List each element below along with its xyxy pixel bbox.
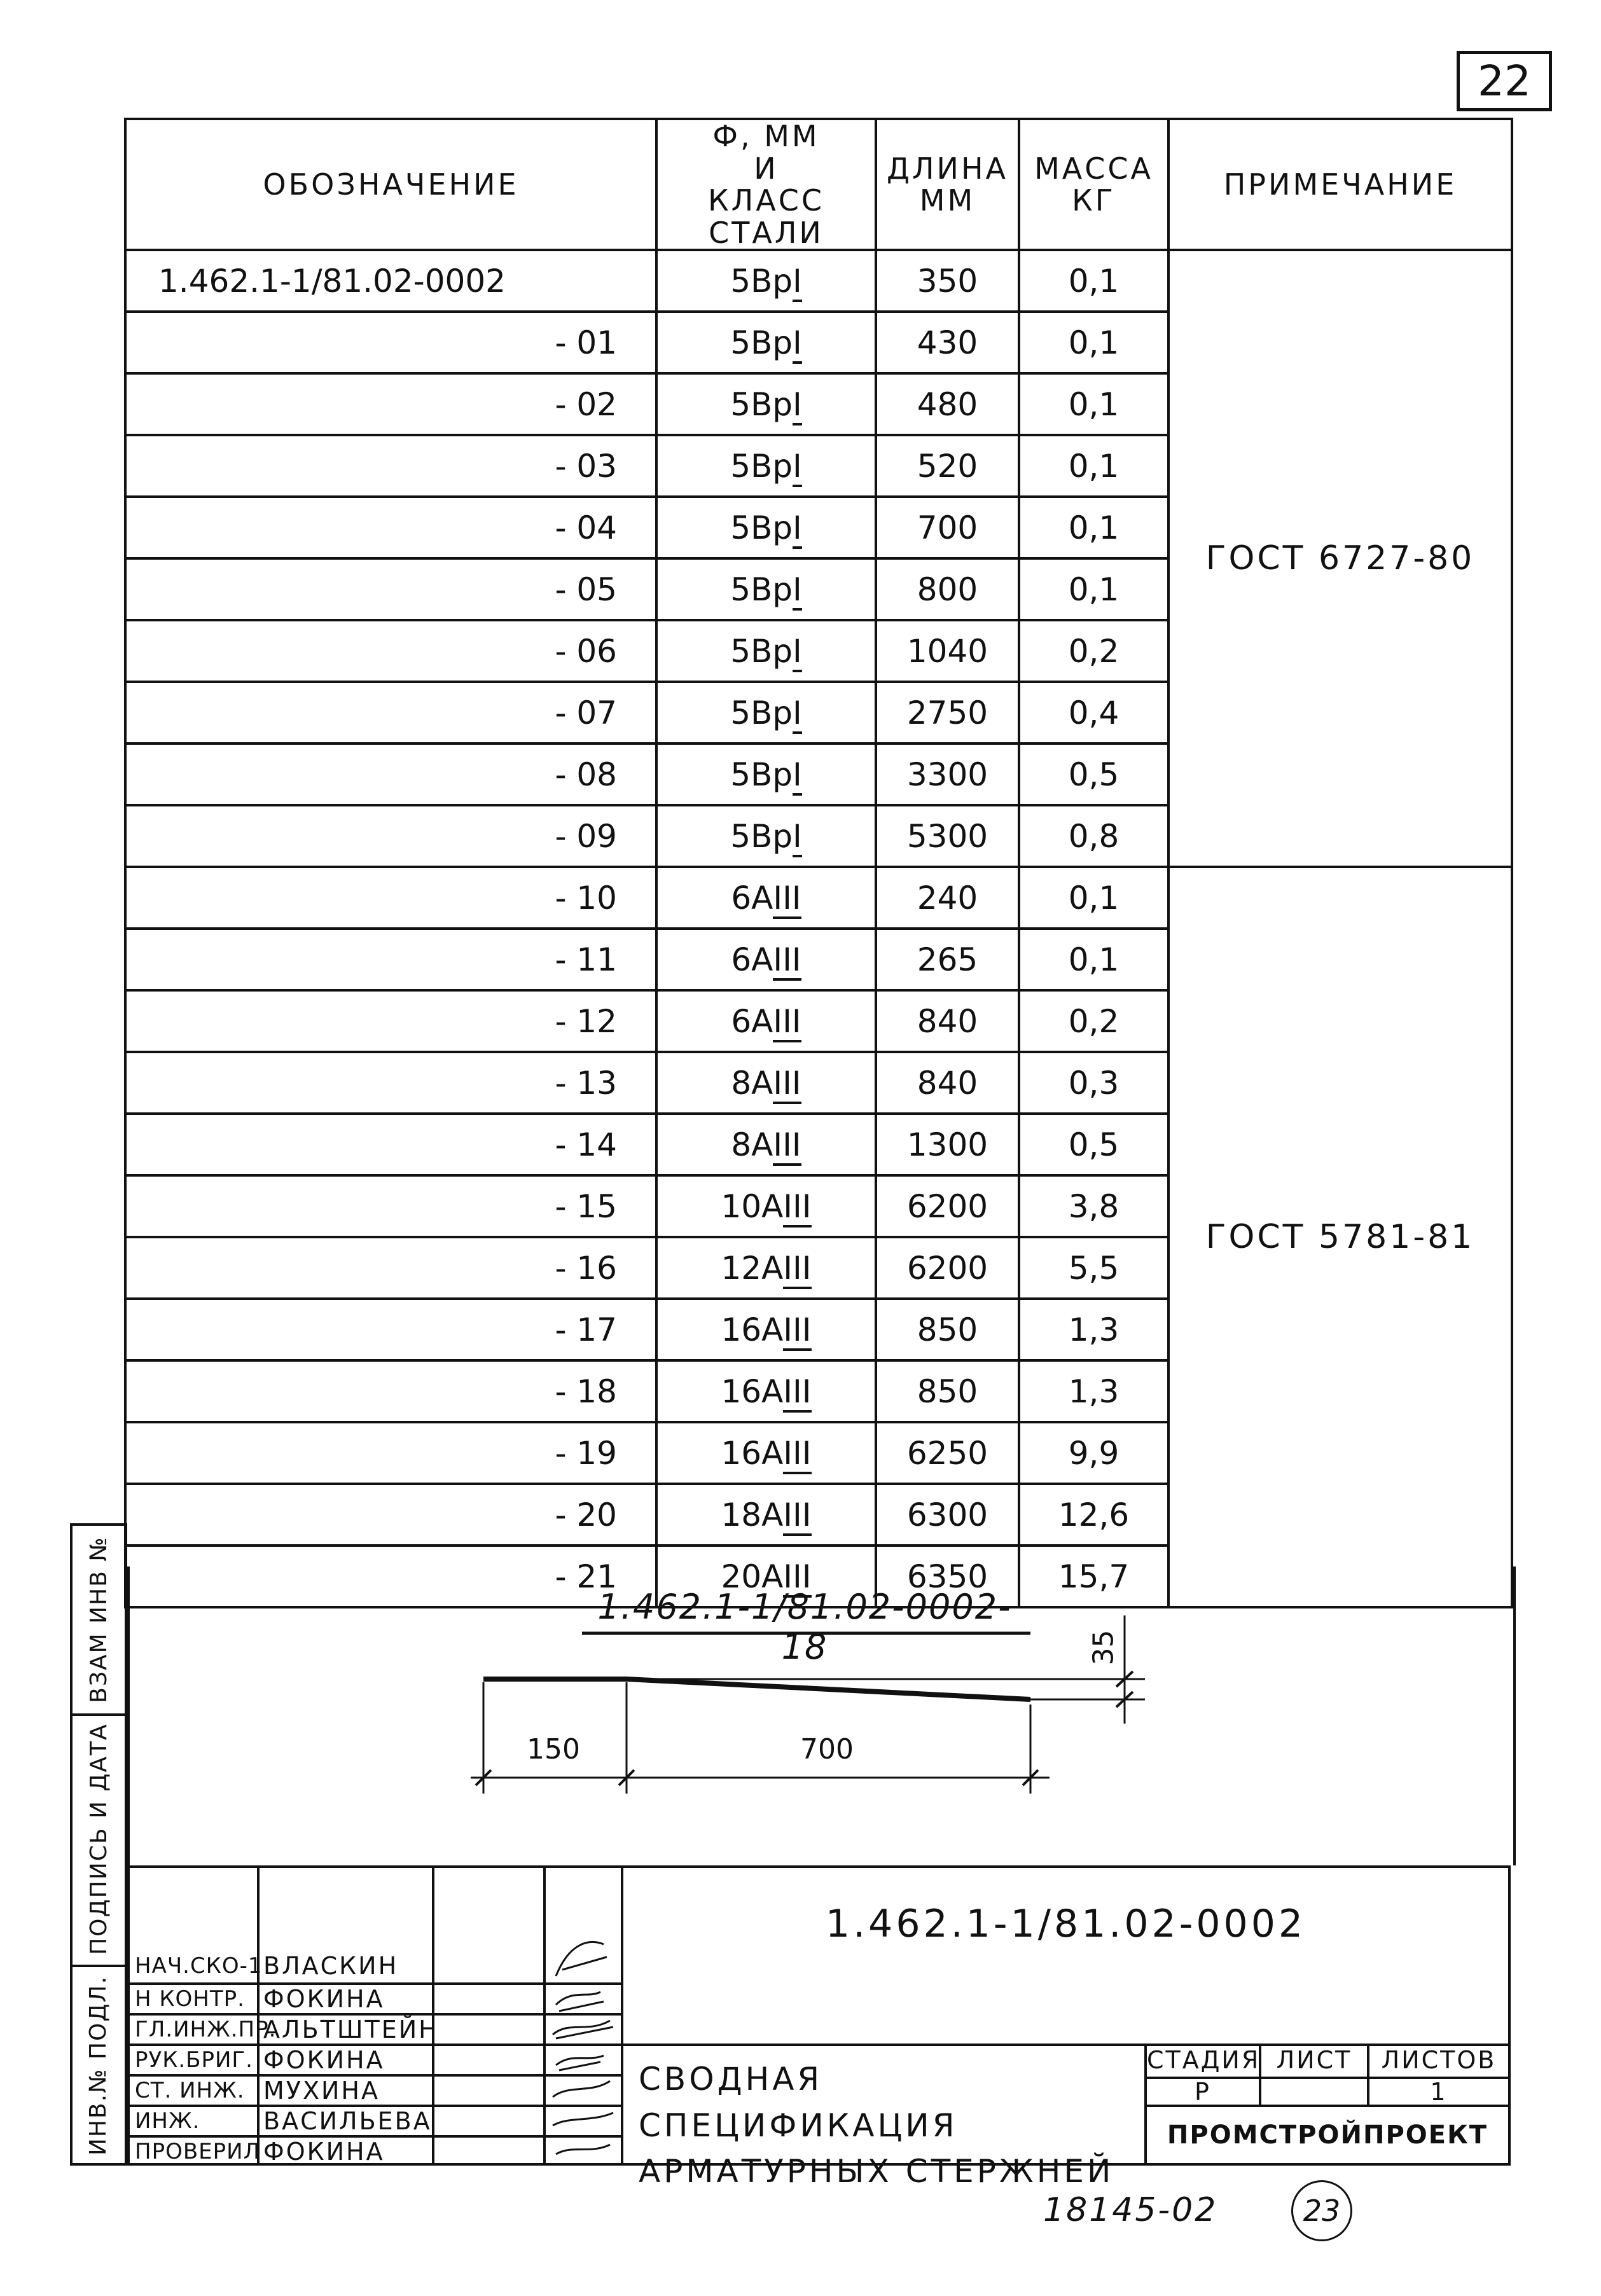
bar-size: 5Вр [730, 756, 793, 793]
bar-size: 5Вр [730, 817, 793, 855]
steel-class: III [783, 1373, 811, 1413]
bar-size: 8А [731, 1126, 773, 1163]
cell-designation: - 03 [125, 435, 656, 497]
note-group-1: ГОСТ 6727-80 [1168, 250, 1512, 867]
cell-length: 1300 [876, 1114, 1019, 1175]
cell-length: 850 [876, 1360, 1019, 1422]
cell-mass: 0,1 [1019, 250, 1168, 312]
steel-class: III [783, 1558, 811, 1598]
bar-size: 20А [721, 1558, 784, 1595]
signatory-name: ВАСИЛЬЕВА [263, 2107, 432, 2135]
organization: ПРОМСТРОЙПРОЕКТ [1167, 2120, 1488, 2150]
cell-mass: 0,1 [1019, 373, 1168, 435]
signatory-name: МУХИНА [263, 2077, 380, 2105]
cell-designation: - 13 [125, 1052, 656, 1114]
signature-marks [543, 1868, 621, 2163]
steel-class: I [793, 386, 802, 425]
steel-class: III [783, 1188, 811, 1228]
signatory-role: СТ. ИНЖ. [135, 2078, 245, 2103]
side-label-replace-inv: ВЗАМ ИНВ № [85, 1536, 112, 1703]
side-label-signature-date: ПОДПИСЬ И ДАТА [85, 1723, 112, 1955]
cell-length: 480 [876, 373, 1019, 435]
cell-mass: 0,5 [1019, 743, 1168, 805]
cell-designation: - 08 [125, 743, 656, 805]
stage-label: СТАДИЯ [1147, 2046, 1261, 2074]
cell-length: 850 [876, 1299, 1019, 1360]
bar-shape [483, 1679, 1030, 1699]
cell-mass: 0,1 [1019, 497, 1168, 558]
signatory-role: НАЧ.СКО-1 [135, 1953, 263, 1979]
cell-length: 800 [876, 558, 1019, 620]
cell-designation: - 06 [125, 620, 656, 682]
signatory-role: ГЛ.ИНЖ.ПР. [135, 2017, 277, 2042]
title-block [127, 1865, 1511, 2190]
cell-mass: 0,2 [1019, 990, 1168, 1052]
signatory-name: ФОКИНА [263, 2046, 385, 2074]
cell-length: 840 [876, 1052, 1019, 1114]
bar-size: 18А [721, 1496, 784, 1533]
cell-length: 265 [876, 929, 1019, 990]
signatory-role: ИНЖ. [135, 2108, 200, 2134]
cell-mass: 15,7 [1019, 1546, 1168, 1607]
cell-designation: - 04 [125, 497, 656, 558]
cell-length: 5300 [876, 805, 1019, 867]
bar-size: 10А [721, 1187, 784, 1225]
cell-mass: 0,8 [1019, 805, 1168, 867]
cell-designation: - 20 [125, 1484, 656, 1546]
bar-size: 12А [721, 1249, 784, 1287]
cell-mass: 3,8 [1019, 1175, 1168, 1237]
cell-length: 350 [876, 250, 1019, 312]
header-diameter: Ф, ММ И КЛАСС СТАЛИ [656, 119, 876, 250]
bar-size: 16А [721, 1373, 784, 1410]
signatory-name: ФОКИНА [263, 2138, 385, 2166]
steel-class: I [793, 633, 802, 672]
cell-length: 6300 [876, 1484, 1019, 1546]
cell-designation: - 10 [125, 867, 656, 929]
side-label-original-inv: ИНВ.№ ПОДЛ. [85, 1975, 112, 2155]
bar-size: 8А [731, 1064, 773, 1102]
cell-mass: 0,1 [1019, 867, 1168, 929]
steel-class: III [773, 941, 801, 981]
archive-number: 18145-02 [1043, 2191, 1218, 2229]
detail-title: 1.462.1-1/81.02-0002-18 [597, 1587, 1012, 1667]
sheets-value: 1 [1430, 2078, 1448, 2106]
cell-mass: 0,1 [1019, 558, 1168, 620]
steel-class: I [793, 571, 802, 611]
cell-designation: - 12 [125, 990, 656, 1052]
stage-value: Р [1195, 2078, 1211, 2106]
cell-designation: - 11 [125, 929, 656, 990]
cell-designation: - 18 [125, 1360, 656, 1422]
cell-designation: - 05 [125, 558, 656, 620]
cell-length: 6200 [876, 1237, 1019, 1299]
cell-designation: - 01 [125, 312, 656, 373]
cell-length: 3300 [876, 743, 1019, 805]
note-group-2: ГОСТ 5781-81 [1168, 867, 1512, 1607]
sheet-number-text: 22 [1478, 57, 1531, 106]
header-designation: ОБОЗНАЧЕНИЕ [125, 119, 656, 250]
cell-designation: - 09 [125, 805, 656, 867]
bar-size: 6А [731, 879, 773, 916]
cell-length: 240 [876, 867, 1019, 929]
dim-main-label: 700 [800, 1733, 854, 1766]
header-length: ДЛИНА ММ [876, 119, 1019, 250]
steel-class: III [783, 1497, 811, 1536]
bar-size: 16А [721, 1434, 784, 1472]
steel-class: I [793, 448, 802, 487]
sheet-label: ЛИСТ [1276, 2046, 1352, 2074]
page-circle: 23 [1291, 2180, 1352, 2241]
steel-class: III [783, 1250, 811, 1289]
sheets-label: ЛИСТОВ [1381, 2046, 1497, 2074]
bar-size: 5Вр [730, 324, 793, 361]
cell-mass: 9,9 [1019, 1422, 1168, 1484]
cell-length: 430 [876, 312, 1019, 373]
cell-length: 520 [876, 435, 1019, 497]
signatory-role: ПРОВЕРИЛ [135, 2139, 261, 2164]
signatory-name: АЛЬТШТЕЙН [263, 2016, 439, 2044]
cell-length: 6250 [876, 1422, 1019, 1484]
bar-size: 5Вр [730, 632, 793, 670]
header-mass: МАССА КГ [1019, 119, 1168, 250]
cell-designation: - 19 [125, 1422, 656, 1484]
bar-size: 5Вр [730, 447, 793, 485]
steel-class: I [793, 756, 802, 796]
sheet-value [1261, 2078, 1367, 2105]
bar-size: 5Вр [730, 262, 793, 300]
cell-designation: - 07 [125, 682, 656, 743]
cell-length: 1040 [876, 620, 1019, 682]
signatory-role: РУК.БРИГ. [135, 2047, 253, 2073]
cell-designation: - 16 [125, 1237, 656, 1299]
cell-mass: 1,3 [1019, 1299, 1168, 1360]
cell-designation: - 21 [125, 1546, 656, 1607]
cell-length: 840 [876, 990, 1019, 1052]
cell-designation: - 14 [125, 1114, 656, 1175]
steel-class: III [773, 1065, 801, 1104]
bar-size: 16А [721, 1311, 784, 1348]
cell-designation: - 02 [125, 373, 656, 435]
cell-mass: 0,3 [1019, 1052, 1168, 1114]
steel-class: I [793, 818, 802, 857]
cell-mass: 0,4 [1019, 682, 1168, 743]
bar-size: 5Вр [730, 509, 793, 546]
cell-mass: 0,1 [1019, 929, 1168, 990]
steel-class: I [793, 263, 802, 302]
bar-size: 6А [731, 941, 773, 978]
cell-designation: 1.462.1-1/81.02-0002 [125, 250, 656, 312]
steel-class: III [783, 1435, 811, 1474]
header-note: ПРИМЕЧАНИЕ [1168, 119, 1512, 250]
cell-length: 700 [876, 497, 1019, 558]
bar-size: 5Вр [730, 571, 793, 608]
signatory-role: Н КОНТР. [135, 1986, 245, 2012]
steel-class: I [793, 509, 802, 549]
steel-class: III [783, 1311, 811, 1351]
bar-size: 5Вр [730, 694, 793, 731]
signatory-name: ФОКИНА [263, 1985, 385, 2013]
steel-class: I [793, 695, 802, 734]
cell-length: 2750 [876, 682, 1019, 743]
cell-designation: - 15 [125, 1175, 656, 1237]
steel-class: III [773, 1003, 801, 1042]
steel-class: I [793, 324, 802, 364]
cell-designation: - 17 [125, 1299, 656, 1360]
document-code: 1.462.1-1/81.02-0002 [825, 1902, 1306, 1946]
dim-rise-label: 35 [1087, 1629, 1120, 1665]
bar-size: 6А [731, 1002, 773, 1040]
bar-size: 5Вр [730, 385, 793, 423]
dim-left-label: 150 [527, 1733, 580, 1766]
cell-mass: 0,2 [1019, 620, 1168, 682]
cell-mass: 12,6 [1019, 1484, 1168, 1546]
cell-mass: 0,5 [1019, 1114, 1168, 1175]
steel-class: III [773, 880, 801, 919]
cell-length: 6200 [876, 1175, 1019, 1237]
cell-mass: 0,1 [1019, 312, 1168, 373]
cell-mass: 0,1 [1019, 435, 1168, 497]
cell-mass: 5,5 [1019, 1237, 1168, 1299]
cell-length: 6350 [876, 1546, 1019, 1607]
document-title: СВОДНАЯ СПЕЦИФИКАЦИЯ АРМАТУРНЫХ СТЕРЖНЕЙ [639, 2061, 1114, 2190]
cell-mass: 1,3 [1019, 1360, 1168, 1422]
signatory-name: ВЛАСКИН [263, 1952, 399, 1980]
steel-class: III [773, 1126, 801, 1166]
